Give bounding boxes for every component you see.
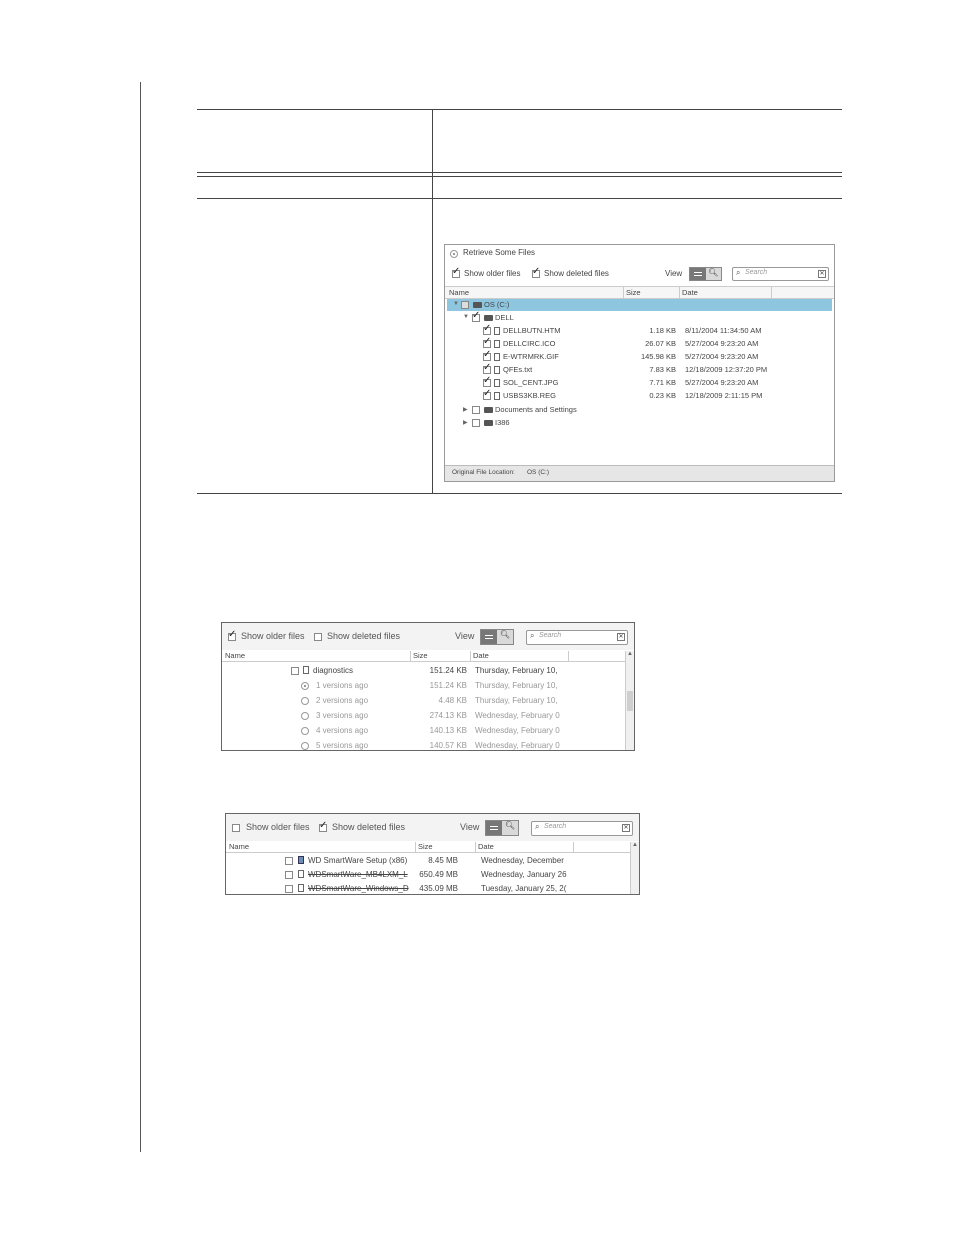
version-date: Wednesday, February 0: [475, 711, 560, 720]
version-row[interactable]: [222, 709, 622, 723]
version-size: 4.48 KB: [438, 696, 467, 705]
file-date: Tuesday, January 25, 2(: [481, 884, 567, 893]
version-name: 1 versions ago: [316, 681, 369, 690]
show-deleted-label: Show deleted files: [327, 631, 401, 641]
file-row[interactable]: [447, 325, 832, 337]
file-icon: [494, 392, 500, 400]
file-name: QFEs.txt: [503, 365, 533, 374]
file-name: WDSmartWare_MB4LXM_L: [308, 870, 408, 879]
file-checkbox[interactable]: [285, 885, 293, 893]
version-date: Wednesday, February 0: [475, 726, 560, 735]
tree-row-folder[interactable]: [447, 417, 832, 429]
show-older-label: Show older files: [246, 822, 310, 832]
left-margin-rule: [140, 82, 141, 1152]
version-date: Thursday, February 10,: [475, 696, 558, 705]
expand-arrow-icon[interactable]: ▶: [463, 420, 468, 426]
drive-label: OS (C:): [484, 300, 510, 309]
clear-search-icon[interactable]: ✕: [623, 825, 629, 831]
expand-arrow-icon[interactable]: ▶: [463, 407, 468, 413]
col-date[interactable]: Date: [682, 288, 698, 297]
file-row[interactable]: [447, 338, 832, 350]
col-date[interactable]: Date: [478, 842, 494, 851]
table-rule-bottom: [197, 493, 842, 494]
file-checkbox[interactable]: [483, 353, 491, 361]
search-input[interactable]: Search: [745, 269, 768, 276]
version-date: Wednesday, February 0: [475, 741, 560, 750]
status-footer: [445, 465, 834, 482]
file-icon: [298, 870, 304, 878]
search-input[interactable]: Search: [544, 823, 567, 830]
show-older-label: Show older files: [241, 631, 305, 641]
version-date: Thursday, February 10,: [475, 681, 558, 690]
folder-checkbox[interactable]: [472, 314, 480, 322]
version-radio[interactable]: [301, 712, 309, 720]
file-date: 5/27/2004 9:23:20 AM: [685, 339, 759, 348]
scroll-up-icon[interactable]: ▲: [632, 842, 638, 848]
scrollbar[interactable]: [630, 842, 639, 894]
version-radio[interactable]: [301, 742, 309, 750]
folder-icon: [484, 407, 493, 413]
table-rule-4: [197, 198, 842, 199]
view-label: View: [460, 822, 480, 832]
tree-row-folder[interactable]: [447, 404, 832, 416]
column-header: [226, 842, 639, 853]
table-rule-top: [197, 109, 842, 110]
show-older-checkbox[interactable]: [232, 824, 240, 832]
file-size: 0.23 KB: [649, 391, 676, 400]
view-label: View: [665, 269, 683, 278]
tree-row-drive[interactable]: [447, 299, 832, 311]
folder-label: DELL: [495, 313, 514, 322]
retrieve-files-panel: [444, 244, 835, 482]
col-size[interactable]: Size: [418, 842, 433, 851]
scrollbar[interactable]: [625, 651, 634, 750]
version-size: 151.24 KB: [429, 681, 467, 690]
folder-label: I386: [495, 418, 510, 427]
col-name[interactable]: Name: [225, 651, 246, 660]
file-size: 26.07 KB: [645, 339, 676, 348]
folder-icon: [484, 420, 493, 426]
expand-arrow-icon[interactable]: ▼: [453, 301, 459, 307]
older-files-panel: [221, 622, 635, 751]
file-checkbox[interactable]: [483, 366, 491, 374]
version-size: 140.13 KB: [429, 726, 467, 735]
file-icon: [494, 379, 500, 387]
folder-checkbox[interactable]: [472, 419, 480, 427]
search-box[interactable]: [531, 821, 633, 836]
file-name: SOL_CENT.JPG: [503, 378, 559, 387]
deleted-file-row[interactable]: [226, 882, 626, 895]
file-icon: [298, 884, 304, 892]
search-input[interactable]: Search: [539, 632, 562, 639]
scroll-up-icon[interactable]: ▲: [627, 651, 633, 657]
col-name[interactable]: Name: [449, 288, 470, 297]
file-row[interactable]: [447, 351, 832, 363]
file-name: WDSmartWare_Windows_D: [308, 884, 409, 893]
view-label: View: [455, 631, 475, 641]
view-toggle[interactable]: [689, 267, 722, 281]
col-size[interactable]: Size: [413, 651, 428, 660]
view-toggle[interactable]: [480, 629, 514, 645]
search-view-icon[interactable]: 🔍︎: [504, 821, 516, 830]
list-view-icon[interactable]: [690, 268, 706, 280]
file-checkbox[interactable]: [483, 327, 491, 335]
file-date: Wednesday, January 26: [481, 870, 567, 879]
show-older-checkbox[interactable]: [228, 633, 236, 641]
file-checkbox[interactable]: [285, 871, 293, 879]
show-deleted-checkbox[interactable]: [532, 270, 540, 278]
col-name[interactable]: Name: [229, 842, 250, 851]
view-toggle[interactable]: [485, 820, 519, 836]
file-date: 12/18/2009 12:37:20 PM: [685, 365, 768, 374]
file-size: 7.83 KB: [649, 365, 676, 374]
table-rule-3: [197, 176, 842, 177]
show-deleted-checkbox[interactable]: [314, 633, 322, 641]
drive-icon: [473, 302, 482, 308]
file-date: 5/27/2004 9:23:20 AM: [685, 352, 759, 361]
search-icon: ⌕: [736, 268, 741, 277]
deleted-files-panel: [225, 813, 640, 895]
version-row[interactable]: [222, 724, 622, 738]
file-size: 7.71 KB: [649, 378, 676, 387]
version-name: 2 versions ago: [316, 696, 369, 705]
file-date: Thursday, February 10,: [475, 666, 558, 675]
footer-label: Original File Location:: [452, 469, 515, 476]
version-name: 5 versions ago: [316, 741, 369, 750]
file-date: 5/27/2004 9:23:20 AM: [685, 378, 759, 387]
show-deleted-checkbox[interactable]: [319, 824, 327, 832]
col-size[interactable]: Size: [626, 288, 641, 297]
table-column-divider: [432, 109, 433, 493]
table-rule-2: [197, 172, 842, 173]
retrieve-some-files-radio[interactable]: [450, 250, 458, 258]
file-icon: [494, 327, 500, 335]
drive-checkbox[interactable]: [461, 301, 469, 309]
file-size: 435.09 MB: [419, 884, 458, 893]
file-name: E-WTRMRK.GIF: [503, 352, 559, 361]
file-size: 1.18 KB: [649, 326, 676, 335]
file-checkbox[interactable]: [291, 667, 299, 675]
file-row[interactable]: [447, 377, 832, 389]
file-name: USBS3KB.REG: [503, 391, 556, 400]
file-size: 151.24 KB: [429, 666, 467, 675]
expand-arrow-icon[interactable]: ▼: [463, 314, 469, 320]
file-icon: [494, 366, 500, 374]
column-header: [222, 651, 634, 662]
column-header: [445, 286, 834, 299]
folder-label: Documents and Settings: [495, 405, 577, 414]
clear-search-icon[interactable]: ✕: [618, 634, 624, 640]
version-row[interactable]: [222, 694, 622, 708]
clear-search-icon[interactable]: ✕: [819, 271, 825, 277]
file-date: 12/18/2009 2:11:15 PM: [685, 391, 763, 400]
version-name: 3 versions ago: [316, 711, 369, 720]
file-checkbox[interactable]: [285, 857, 293, 865]
list-view-icon[interactable]: [486, 821, 502, 835]
version-name: 4 versions ago: [316, 726, 369, 735]
search-icon: ⌕: [530, 631, 535, 640]
file-icon: [494, 340, 500, 348]
deleted-file-row[interactable]: [226, 868, 626, 882]
search-view-icon[interactable]: 🔍︎: [708, 268, 719, 277]
tree-row-folder[interactable]: [447, 312, 832, 324]
search-icon: ⌕: [535, 822, 540, 831]
file-icon: [494, 353, 500, 361]
retrieve-mode-label: Retrieve Some Files: [463, 248, 536, 257]
file-name: diagnostics: [313, 666, 354, 675]
file-name: DELLCIRC.ICO: [503, 339, 556, 348]
file-size: 650.49 MB: [419, 870, 458, 879]
version-size: 274.13 KB: [429, 711, 467, 720]
version-size: 140.57 KB: [429, 741, 467, 750]
list-view-icon[interactable]: [481, 630, 497, 644]
footer-value: OS (C:): [527, 469, 550, 476]
version-radio[interactable]: [301, 727, 309, 735]
file-size: 8.45 MB: [428, 856, 458, 865]
show-deleted-label: Show deleted files: [544, 269, 609, 278]
file-checkbox[interactable]: [483, 340, 491, 348]
file-date: Wednesday, December: [481, 856, 564, 865]
version-radio[interactable]: [301, 697, 309, 705]
file-row[interactable]: [222, 664, 622, 678]
file-icon: [303, 666, 309, 674]
file-row[interactable]: [447, 390, 832, 402]
scroll-thumb[interactable]: [627, 691, 633, 711]
version-row[interactable]: [222, 679, 622, 693]
file-name: DELLBUTN.HTM: [503, 326, 561, 335]
file-date: 8/11/2004 11:34:50 AM: [685, 326, 762, 335]
folder-icon: [484, 315, 493, 321]
show-deleted-label: Show deleted files: [332, 822, 406, 832]
file-checkbox[interactable]: [483, 392, 491, 400]
installer-icon: [298, 856, 304, 864]
file-name: WD SmartWare Setup (x86): [308, 856, 408, 865]
search-view-icon[interactable]: 🔍︎: [499, 630, 511, 639]
search-box[interactable]: [732, 267, 829, 281]
file-row[interactable]: [226, 854, 626, 868]
show-older-label: Show older files: [464, 269, 521, 278]
file-size: 145.98 KB: [640, 352, 676, 361]
file-checkbox[interactable]: [483, 379, 491, 387]
col-date[interactable]: Date: [473, 651, 489, 660]
folder-checkbox[interactable]: [472, 406, 480, 414]
version-row[interactable]: [222, 739, 622, 751]
show-older-checkbox[interactable]: [452, 270, 460, 278]
version-radio[interactable]: [301, 682, 309, 690]
file-row[interactable]: [447, 364, 832, 376]
search-box[interactable]: [526, 630, 628, 645]
